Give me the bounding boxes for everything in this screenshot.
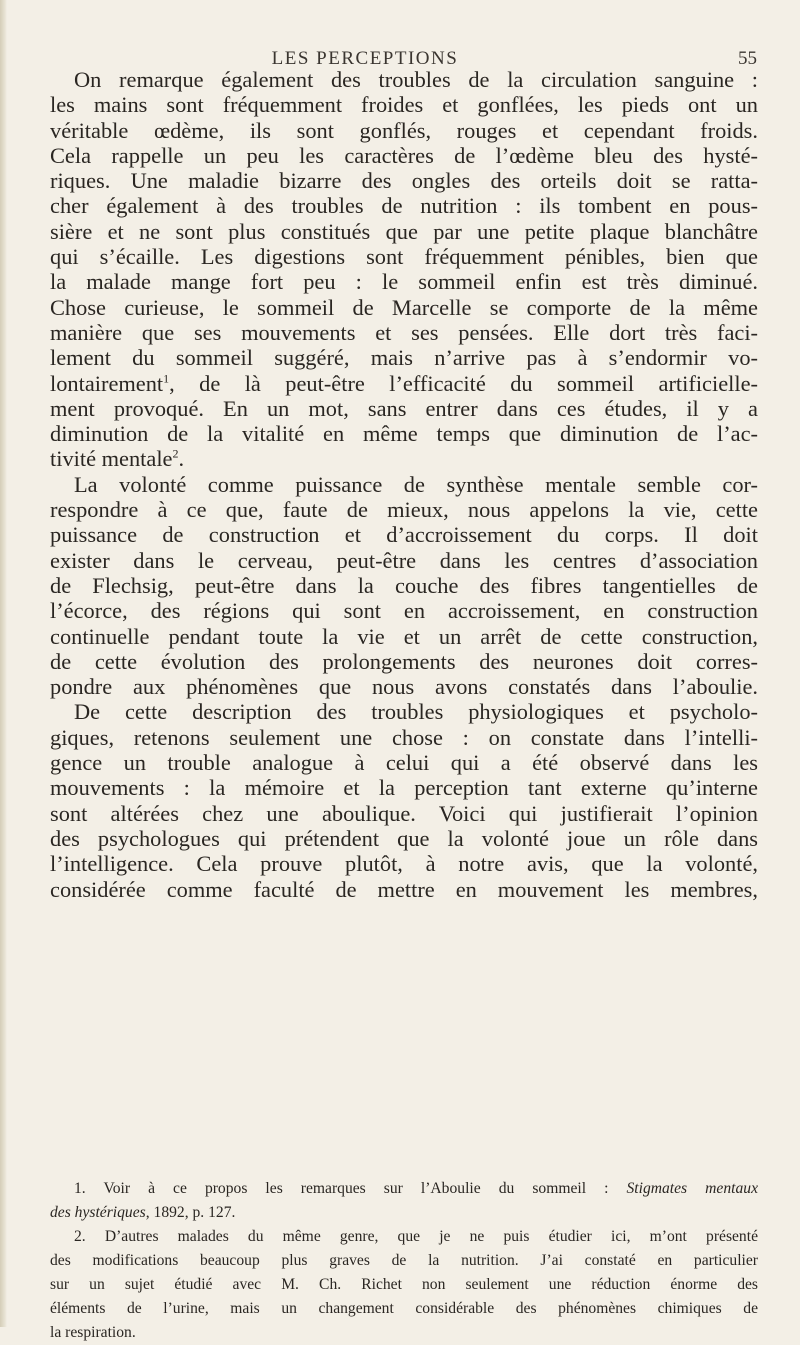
footnote-marker-1: 1 [163,371,170,386]
text-line: véritable œdème, ils sont gonflés, rouges et cependant froids. [50,117,758,143]
text-line: qui s’écaille. Les digestions sont fréquemment pénibles, bien que [50,244,758,270]
footnote-1 [50,1177,758,1201]
text-line-with-footnote [50,371,758,396]
text-line: sont altérées chez une aboulique. Voici qui justifierait l’opinion [50,800,758,826]
footnote-text: Voir à ce propos les remarques sur l’Aboulie du sommeil : [103,1180,627,1197]
footnote-title: Stigmates mentaux [626,1180,758,1197]
text-line: sière et ne sont plus constitués que par une petite plaque blanchâtre [50,218,758,244]
running-title: LES PERCEPTIONS [271,48,459,69]
text-fragment: tivité mentale [50,446,173,472]
footnote-2 [50,1225,758,1249]
text-line: On remarque également des troubles de la circulation sanguine : [74,67,758,92]
text-line: manière que ses mouvements et ses pensées. Elle dort très faci- [50,319,758,345]
text-line: respondre à ce que, faute de mieux, nous appelons la vie, cette [50,497,758,523]
text-line: de Flechsig, peut-être dans la couche des fibres tangentielles de [50,572,758,598]
text-line: considérée comme faculté de mettre en mouvement les membres, [50,876,758,902]
text-line: cher également à des troubles de nutrition : ils tombent en pous- [50,193,758,219]
text-fragment: , de là peut-être l’efficacité du sommeil artificielle- [169,370,758,396]
text-line: la malade mange fort peu : le sommeil enfin est très diminué. [50,269,758,295]
text-line: riques. Une maladie bizarre des ongles des orteils doit se ratta- [50,168,758,194]
text-line: ment provoqué. En un mot, sans entrer dans ces études, il y a [50,395,758,421]
footnote-line: la respiration. [50,1324,136,1341]
footnote-line: éléments de l’urine, mais un changement considérable des phénomènes chimiques de [50,1300,758,1317]
page-number: 55 [738,48,757,69]
text-line: diminution de la vitalité en même temps que diminution de l’ac- [50,421,758,447]
text-line: les mains sont fréquemment froides et gonflées, les pieds ont un [50,92,758,118]
footnote-number: 2. [74,1228,86,1245]
text-line: giques, retenons seulement une chose : on constate dans l’intelli- [50,724,758,750]
text-fragment: . [178,446,185,472]
text-line: l’intelligence. Cela prouve plutôt, à notre avis, que la volonté, [50,851,758,877]
text-line: pondre aux phénomènes que nous avons constatés dans l’aboulie. [50,674,758,700]
footnote-title: des hystériques [50,1204,146,1221]
footnote-line: des modifications beaucoup plus graves de la nutrition. J’ai constaté en particulier [50,1252,758,1269]
text-line: puissance de construction et d’accroissement du corps. Il doit [50,522,758,548]
main-text [50,67,758,902]
text-line: Chose curieuse, le sommeil de Marcelle se comporte de la même [50,294,758,320]
text-line: Cela rappelle un peu les caractères de l’œdème bleu des hysté- [50,142,758,168]
footnote-text: D’autres malades du même genre, que je ne puis étudier ici, m’ont présenté [104,1228,758,1245]
footnote-1-continued [50,1201,758,1225]
text-line-with-footnote [50,446,758,471]
footnote-reference: , 1892, p. 127. [145,1204,236,1221]
footnote-line: sur un sujet étudié avec M. Ch. Richet non seulement une réduction énorme des [50,1276,758,1293]
footnotes [50,1177,758,1345]
text-line: exister dans le cerveau, peut-être dans les centres d’association [50,547,758,573]
footnote-number: 1. [74,1180,86,1197]
text-line: lement du sommeil suggéré, mais n’arrive pas à s’endormir vo- [50,345,758,371]
text-line: l’écorce, des régions qui sont en accroissement, en construction [50,598,758,624]
text-line: continuelle pendant toute la vie et un arrêt de cette construction, [50,623,758,649]
text-line: gence un trouble analogue à celui qui a été observé dans les [50,750,758,776]
text-line: de cette évolution des prolongements des neurones doit corres- [50,648,758,674]
text-fragment: lontairement [50,370,164,396]
text-line: des psychologues qui prétendent que la volonté joue un rôle dans [50,825,758,851]
text-line: mouvements : la mémoire et la perception tant externe qu’interne [50,775,758,801]
text-line: La volonté comme puissance de synthèse mentale semble cor- [74,471,758,497]
footnote-marker-2: 2 [172,446,179,461]
text-line: De cette description des troubles physiologiques et psycholo- [74,699,758,725]
